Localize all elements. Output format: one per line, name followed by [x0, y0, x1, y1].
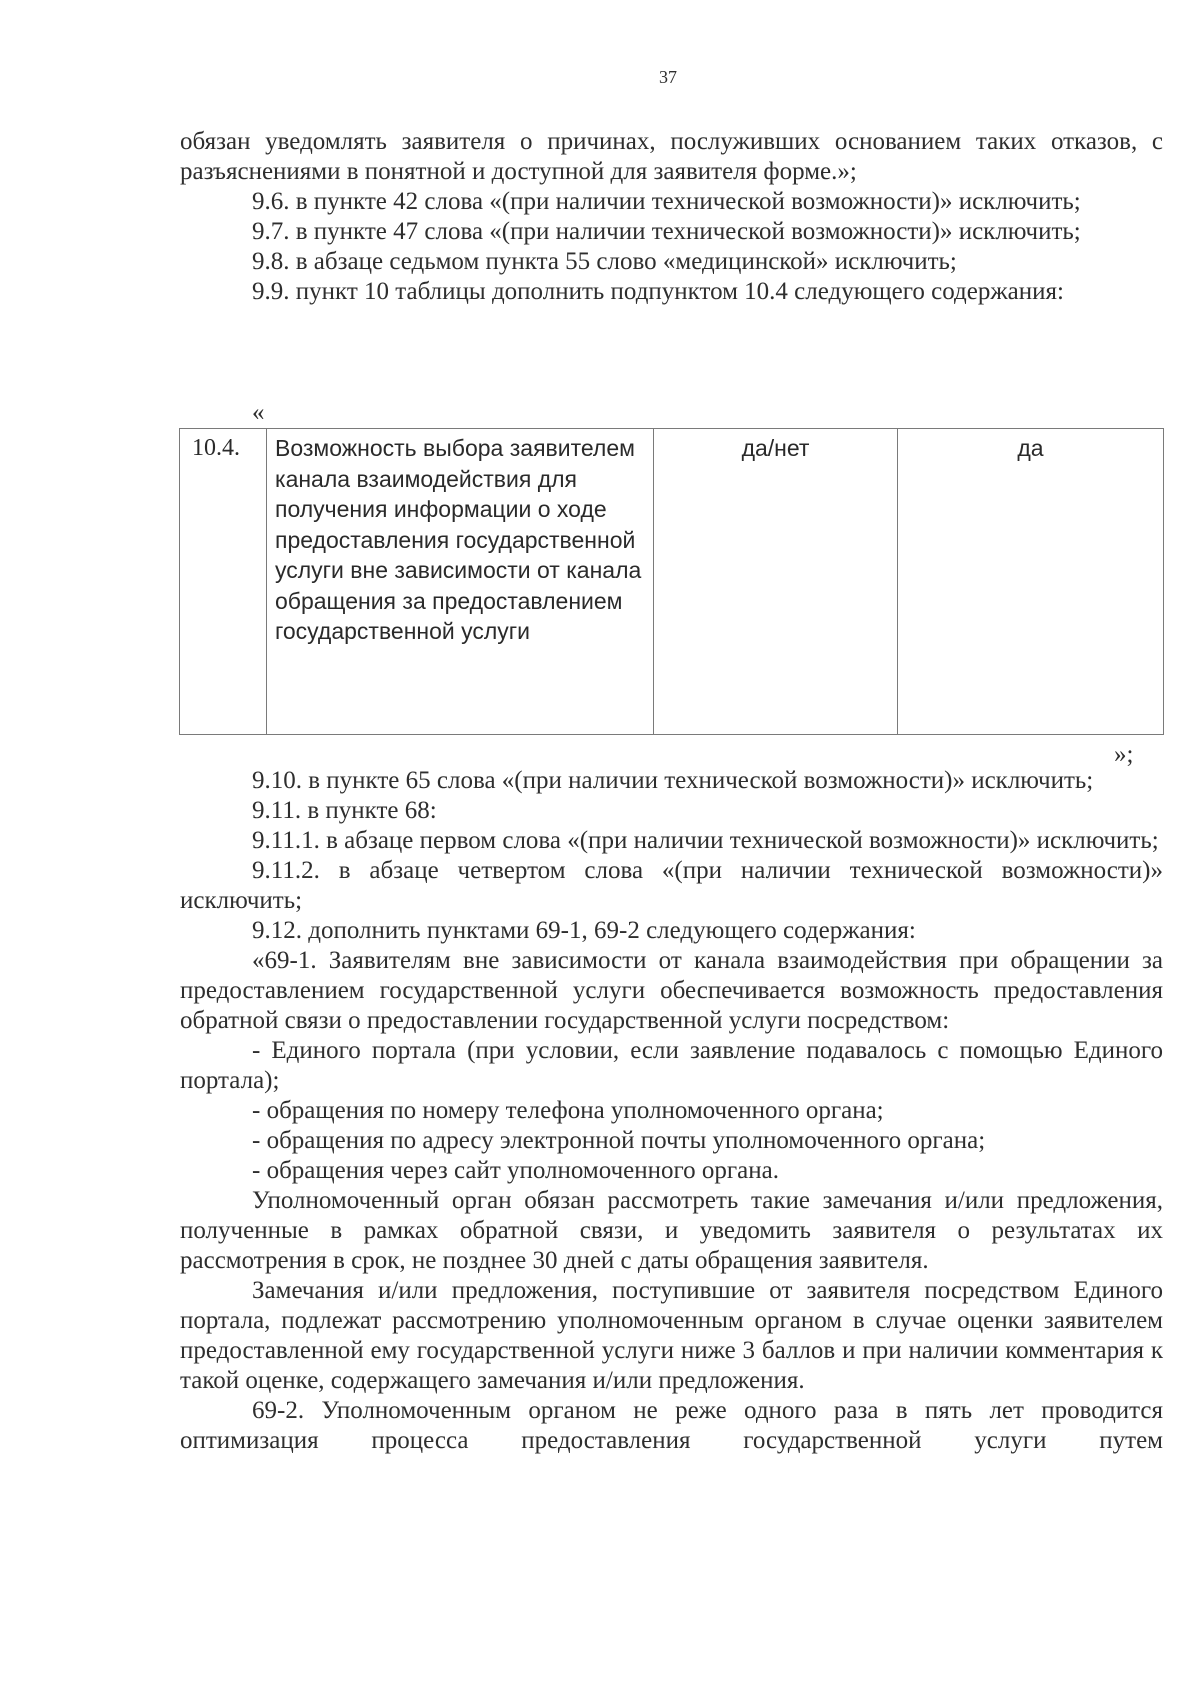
table-cell-description: Возможность выбора заявителем канала взаимодействия для получения информации о ходе предоставления государственной услуги вне зависимости от канала обращения за предоставлением государственной услуги [267, 429, 654, 735]
text-block-bottom [180, 766, 1163, 1456]
paragraph: обязан уведомлять заявителя о причинах, послуживших основанием таких отказов, с разъяснениями в понятной и доступной для заявителя форме.»; [180, 128, 1163, 185]
paragraph: 9.7. в пункте 47 слова «(при наличии технической возможности)» исключить; [252, 218, 1081, 245]
paragraph: 9.11.1. в абзаце первом слова «(при наличии технической возможности)» исключить; [252, 827, 1159, 854]
paragraph: 9.9. пункт 10 таблицы дополнить подпунктом 10.4 следующего содержания: [252, 278, 1064, 305]
paragraph: 9.11.2. в абзаце четвертом слова «(при наличии технической возможности)» исключить; [180, 857, 1163, 914]
list-item: - обращения по номеру телефона уполномоченного органа; [252, 1097, 884, 1124]
list-item: - обращения по адресу электронной почты уполномоченного органа; [252, 1127, 986, 1154]
paragraph: 9.12. дополнить пунктами 69-1, 69-2 следующего содержания: [252, 917, 916, 944]
paragraph: «69-1. Заявителям вне зависимости от канала взаимодействия при обращении за предоставлением государственной услуги обеспечивается возможность предоставления обратной связи о предоставлении государственной услуги посредством: [180, 947, 1163, 1034]
list-item: - Единого портала (при условии, если заявление подавалось с помощью Единого портала); [180, 1037, 1163, 1094]
paragraph: 69-2. Уполномоченным органом не реже одного раза в пять лет проводится оптимизация процесса предоставления государственной услуги путем [180, 1397, 1163, 1454]
quote-close-mark: »; [1114, 741, 1134, 768]
paragraph: 9.6. в пункте 42 слова «(при наличии технической возможности)» исключить; [252, 188, 1081, 215]
paragraph: 9.11. в пункте 68: [252, 797, 437, 824]
table-cell-number: 10.4. [180, 429, 267, 735]
table-cell-unit: да/нет [654, 429, 898, 735]
list-item: - обращения через сайт уполномоченного органа. [252, 1157, 779, 1184]
paragraph: Замечания и/или предложения, поступившие от заявителя посредством Единого портала, подлежат рассмотрению уполномоченным органом в случае оценки заявителем предоставленной ему государственной услуги ниже 3 баллов и при наличии комментария к такой оценке, содержащего замечания и/или предложения. [180, 1277, 1163, 1394]
paragraph: 9.8. в абзаце седьмом пункта 55 слово «медицинской» исключить; [252, 248, 957, 275]
quote-open-mark: « [252, 399, 265, 426]
paragraph: Уполномоченный орган обязан рассмотреть такие замечания и/или предложения, полученные в рамках обратной связи, и уведомить заявителя о результатах их рассмотрения в срок, не позднее 30 дней с даты обращения заявителя. [180, 1187, 1163, 1274]
text-block-top [180, 127, 1163, 307]
paragraph: 9.10. в пункте 65 слова «(при наличии технической возможности)» исключить; [252, 767, 1094, 794]
table-row [180, 429, 1164, 735]
amendment-table [179, 428, 1164, 735]
page-number: 37 [659, 67, 677, 87]
table-cell-value: да [898, 429, 1164, 735]
